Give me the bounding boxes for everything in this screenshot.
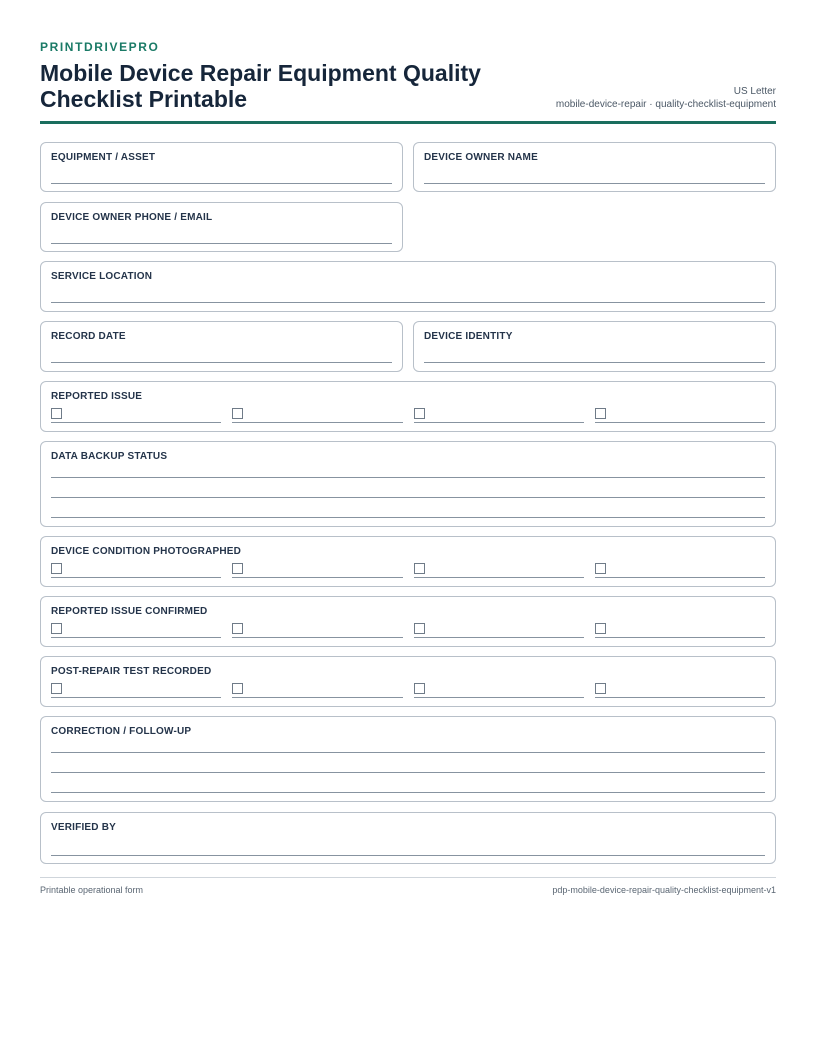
write-in-line [595, 637, 765, 638]
checkbox-square[interactable] [51, 623, 62, 634]
field-label: VERIFIED BY [51, 822, 116, 833]
checkbox-square[interactable] [414, 408, 425, 419]
write-in-line [232, 422, 403, 423]
write-in-line[interactable] [424, 183, 765, 184]
document-tags: mobile-device-repair · quality-checklist-equipment [555, 99, 776, 110]
write-in-line[interactable] [51, 477, 765, 478]
checkbox-option[interactable] [232, 562, 403, 578]
write-in-line [595, 697, 765, 698]
checkbox-square[interactable] [595, 408, 606, 419]
page-title: Mobile Device Repair Equipment Quality Checklist Printable [40, 60, 481, 112]
write-in-line[interactable] [424, 362, 765, 363]
checkbox-square[interactable] [232, 408, 243, 419]
field-label: EQUIPMENT / ASSET [51, 152, 156, 163]
signature-line[interactable] [51, 855, 765, 856]
field-label: CORRECTION / FOLLOW-UP [51, 726, 192, 737]
checkbox-square[interactable] [414, 683, 425, 694]
document-meta [556, 85, 776, 111]
write-in-line [51, 637, 221, 638]
reported-issue-confirmed-field [40, 596, 776, 647]
field-label: RECORD DATE [51, 331, 126, 342]
device-condition-photographed-field [40, 536, 776, 587]
field-label: DEVICE OWNER NAME [424, 152, 538, 163]
write-in-line [414, 577, 584, 578]
data-backup-status-field [40, 441, 776, 527]
checkbox-square[interactable] [51, 683, 62, 694]
footer-form-type: Printable operational form [40, 885, 144, 895]
checkbox-square[interactable] [595, 623, 606, 634]
service-location-field [40, 261, 776, 312]
write-in-line[interactable] [51, 752, 765, 753]
checkbox-option[interactable] [595, 682, 765, 698]
write-in-line [232, 637, 403, 638]
checkbox-square[interactable] [51, 563, 62, 574]
write-in-line [51, 422, 221, 423]
field-label: POST-REPAIR TEST RECORDED [51, 666, 212, 677]
checkbox-square[interactable] [595, 683, 606, 694]
write-in-line [414, 637, 584, 638]
write-in-line [232, 577, 403, 578]
checkbox-square[interactable] [232, 623, 243, 634]
correction-follow-up-field [40, 716, 776, 802]
checkbox-option[interactable] [51, 622, 221, 638]
checkbox-option[interactable] [51, 682, 221, 698]
checkbox-option[interactable] [595, 407, 765, 423]
header-rule [40, 121, 776, 124]
checkbox-option[interactable] [414, 622, 584, 638]
reported-issue-field [40, 381, 776, 432]
checkbox-option[interactable] [232, 407, 403, 423]
brand-name: PRINTDRIVEPRO [40, 40, 160, 54]
field-label: SERVICE LOCATION [51, 271, 153, 282]
record-date-field [40, 321, 403, 372]
checkbox-option[interactable] [232, 622, 403, 638]
write-in-line[interactable] [51, 302, 765, 303]
device-owner-name-field [413, 142, 776, 192]
write-in-line [51, 577, 221, 578]
write-in-line[interactable] [51, 497, 765, 498]
write-in-line[interactable] [51, 772, 765, 773]
write-in-line [595, 577, 765, 578]
field-label: DEVICE IDENTITY [424, 331, 513, 342]
write-in-line[interactable] [51, 517, 765, 518]
checkbox-option[interactable] [232, 682, 403, 698]
write-in-line [51, 697, 221, 698]
write-in-line[interactable] [51, 243, 392, 244]
checkbox-square[interactable] [51, 408, 62, 419]
field-label: DEVICE OWNER PHONE / EMAIL [51, 212, 213, 223]
device-identity-field [413, 321, 776, 372]
checkbox-option[interactable] [414, 407, 584, 423]
write-in-line [414, 422, 584, 423]
field-label: REPORTED ISSUE CONFIRMED [51, 606, 208, 617]
field-label: DATA BACKUP STATUS [51, 451, 168, 462]
field-label: DEVICE CONDITION PHOTOGRAPHED [51, 546, 242, 557]
checkbox-square[interactable] [232, 683, 243, 694]
footer-rule [40, 877, 776, 878]
field-label: REPORTED ISSUE [51, 391, 143, 402]
equipment-asset-field [40, 142, 403, 192]
post-repair-test-recorded-field [40, 656, 776, 707]
checkbox-square[interactable] [232, 563, 243, 574]
checkbox-option[interactable] [595, 562, 765, 578]
footer-form-id: pdp-mobile-device-repair-quality-checklist-equipment-v1 [552, 885, 776, 895]
write-in-line [595, 422, 765, 423]
write-in-line [414, 697, 584, 698]
checkbox-option[interactable] [51, 562, 221, 578]
checkbox-option[interactable] [595, 622, 765, 638]
checkbox-square[interactable] [414, 623, 425, 634]
device-owner-contact-field [40, 202, 403, 252]
checkbox-square[interactable] [595, 563, 606, 574]
write-in-line[interactable] [51, 792, 765, 793]
checkbox-option[interactable] [51, 407, 221, 423]
checkbox-option[interactable] [414, 682, 584, 698]
verified-by-field [40, 812, 776, 864]
checkbox-square[interactable] [414, 563, 425, 574]
paper-size: US Letter [733, 86, 776, 97]
write-in-line [232, 697, 403, 698]
write-in-line[interactable] [51, 183, 392, 184]
write-in-line[interactable] [51, 362, 392, 363]
checkbox-option[interactable] [414, 562, 584, 578]
